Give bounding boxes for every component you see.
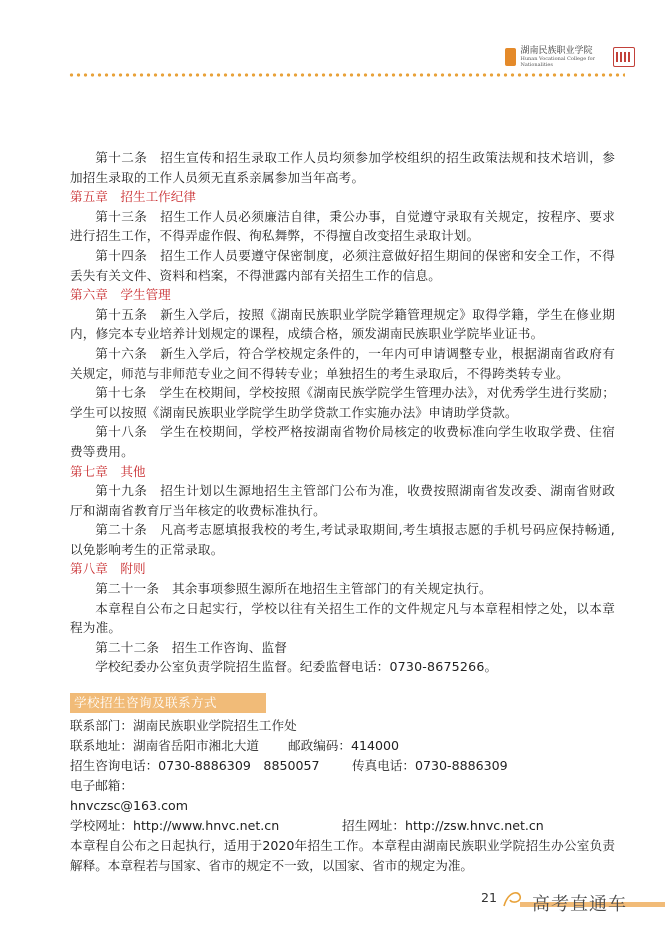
- contact-phone: 招生咨询电话：0730-8886309 8850057: [70, 758, 320, 773]
- chapter-8-heading: 第八章 附则: [70, 561, 146, 577]
- college-name: 湖南民族职业学院 Hunan Vocational College for Nationalities: [520, 46, 595, 68]
- article-15: 第十五条 新生入学后，按照《湖南民族职业学院学籍管理规定》取得学籍，学生在修业期内，修完本专业培养计划规定的课程，成绩合格，颁发湖南民族职业学院毕业证书。: [70, 306, 615, 342]
- article-16: 第十六条 新生入学后，符合学校规定条件的，一年内可申请调整专业，根据湖南省政府有关规定，师范与非师范专业之间不得转专业；单独招生的考生录取后，不得跨类转专业。: [70, 345, 615, 381]
- contact-section-banner: 学校招生咨询及联系方式: [70, 693, 266, 713]
- watermark: 高考直通车: [532, 894, 627, 915]
- charter-final-note: 本章程自公布之日起执行，适用于2020年招生工作。本章程由湖南民族职业学院招生办公室负责解释。本章程若与国家、省市的规定不一致，以国家、省市的规定为准。: [70, 838, 615, 873]
- college-emblem-icon: [505, 48, 516, 66]
- admission-website-link[interactable]: 招生网址：http://zsw.hnvc.net.cn: [342, 818, 544, 833]
- article-22-note: 学校纪委办公室负责学院招生监督。纪委监督电话：0730-8675266。: [95, 659, 498, 675]
- contact-site-row: [70, 816, 615, 836]
- article-21-note: 本章程自公布之日起实行，学校以往有关招生工作的文件规定凡与本章程相悖之处，以本章程为准。: [70, 600, 615, 636]
- contact-email[interactable]: hnvczsc@163.com: [70, 798, 188, 813]
- article-18: 第十八条 学生在校期间，学校严格按湖南省物价局核定的收费标准向学生收取学费、住宿费等费用。: [70, 424, 615, 459]
- contact-dept: 联系部门：湖南民族职业学院招生工作处: [70, 718, 297, 733]
- contact-zip: 邮政编码：414000: [288, 738, 400, 753]
- school-website-link[interactable]: 学校网址：http://www.hnvc.net.cn: [70, 818, 280, 833]
- chapter-5-heading: 第五章 招生工作纪律: [70, 189, 196, 205]
- chapter-6-heading: 第六章 学生管理: [70, 287, 171, 303]
- page-number: 21: [481, 890, 498, 905]
- logo-stamp-icon: [613, 47, 635, 67]
- charter-body: [70, 148, 615, 677]
- contact-address-row: [70, 736, 615, 756]
- dotted-divider: [68, 73, 625, 77]
- article-22: 第二十二条 招生工作咨询、监督: [95, 639, 288, 655]
- header-logo: [505, 44, 635, 70]
- article-14: 第十四条 招生工作人员要遵守保密制度，必须注意做好招生期间的保密和安全工作，不得丢失有关文件、资料和档案，不得泄露内部有关招生工作的信息。: [70, 247, 615, 283]
- contact-info: [70, 716, 615, 875]
- chapter-7-heading: 第七章 其他: [70, 463, 146, 479]
- article-21: 第二十一条 其余事项参照生源所在地招生主管部门的有关规定执行。: [95, 581, 492, 597]
- article-12: 第十二条 招生宣传和招生录取工作人员均须参加学校组织的招生政策法规和技术培训，参加招生录取的工作人员须无直系亲属参加当年高考。: [70, 150, 615, 185]
- article-19: 第十九条 招生计划以生源地招生主管部门公布为准，收费按照湖南省发改委、湖南省财政厅和湖南省教育厅当年核定的收费标准执行。: [70, 483, 615, 518]
- contact-address: 联系地址：湖南省岳阳市湘北大道: [70, 738, 259, 753]
- article-17: 第十七条 学生在校期间，学校按照《湖南民族学院学生管理办法》，对优秀学生进行奖励；学生可以按照《湖南民族职业学院学生助学贷款工作实施办法》申请助学贷款。: [70, 385, 615, 420]
- contact-phone-row: [70, 756, 615, 776]
- article-13: 第十三条 招生工作人员必须廉洁自律，秉公办事，自觉遵守录取有关规定，按程序、要求进行招生工作，不得弄虚作假、徇私舞弊，不得擅自改变招生录取计划。: [70, 208, 615, 244]
- article-20: 第二十条 凡高考志愿填报我校的考生,考试录取期间,考生填报志愿的手机号码应保持畅通,以免影响考生的正常录取。: [70, 522, 615, 557]
- page-footer: [0, 888, 665, 918]
- contact-email-label: 电子邮箱：: [70, 778, 133, 793]
- contact-fax: 传真电话：0730-8886309: [352, 758, 508, 773]
